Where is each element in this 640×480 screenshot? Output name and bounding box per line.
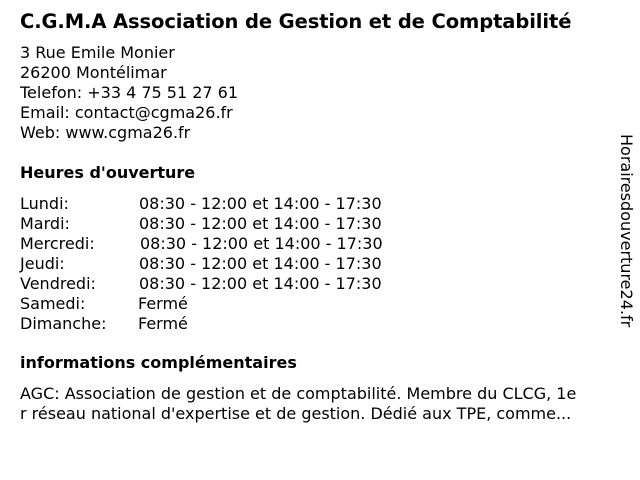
hours-value: 08:30 - 12:00 et 14:00 - 17:30 bbox=[139, 214, 382, 233]
day-label: Jeudi: bbox=[20, 254, 65, 273]
day-label: Lundi: bbox=[20, 194, 69, 213]
address-street: 3 Rue Emile Monier bbox=[20, 43, 175, 62]
business-name: C.G.M.A Association de Gestion et de Comptabilité bbox=[20, 10, 572, 33]
website: Web: www.cgma26.fr bbox=[20, 123, 191, 142]
hours-value: Fermé bbox=[138, 294, 188, 313]
site-watermark bbox=[612, 134, 638, 354]
hours-value: 08:30 - 12:00 et 14:00 - 17:30 bbox=[139, 274, 382, 293]
info-line: r réseau national d'expertise et de gestion. Dédié aux TPE, comme... bbox=[20, 404, 572, 423]
additional-info-text bbox=[20, 384, 630, 424]
hours-value: 08:30 - 12:00 et 14:00 - 17:30 bbox=[139, 254, 382, 273]
opening-hours-heading: Heures d'ouverture bbox=[20, 163, 196, 182]
day-label: Dimanche: bbox=[20, 314, 107, 333]
hours-value: 08:30 - 12:00 et 14:00 - 17:30 bbox=[140, 234, 383, 253]
address-city: 26200 Montélimar bbox=[20, 63, 167, 82]
info-line: AGC: Association de gestion et de comptabilité. Membre du CLCG, 1e bbox=[20, 384, 577, 403]
day-label: Mardi: bbox=[20, 214, 70, 233]
day-label: Samedi: bbox=[20, 294, 86, 313]
hours-value: Fermé bbox=[138, 314, 188, 333]
day-label: Vendredi: bbox=[20, 274, 96, 293]
hours-value: 08:30 - 12:00 et 14:00 - 17:30 bbox=[139, 194, 382, 213]
additional-info-heading: informations complémentaires bbox=[20, 353, 297, 372]
business-contact-block bbox=[20, 43, 238, 143]
phone-number: Telefon: +33 4 75 51 27 61 bbox=[20, 83, 239, 102]
email-address: Email: contact@cgma26.fr bbox=[20, 103, 233, 122]
day-label: Mercredi: bbox=[20, 234, 95, 253]
watermark-text: Horairesdouverture24.fr bbox=[617, 134, 636, 328]
